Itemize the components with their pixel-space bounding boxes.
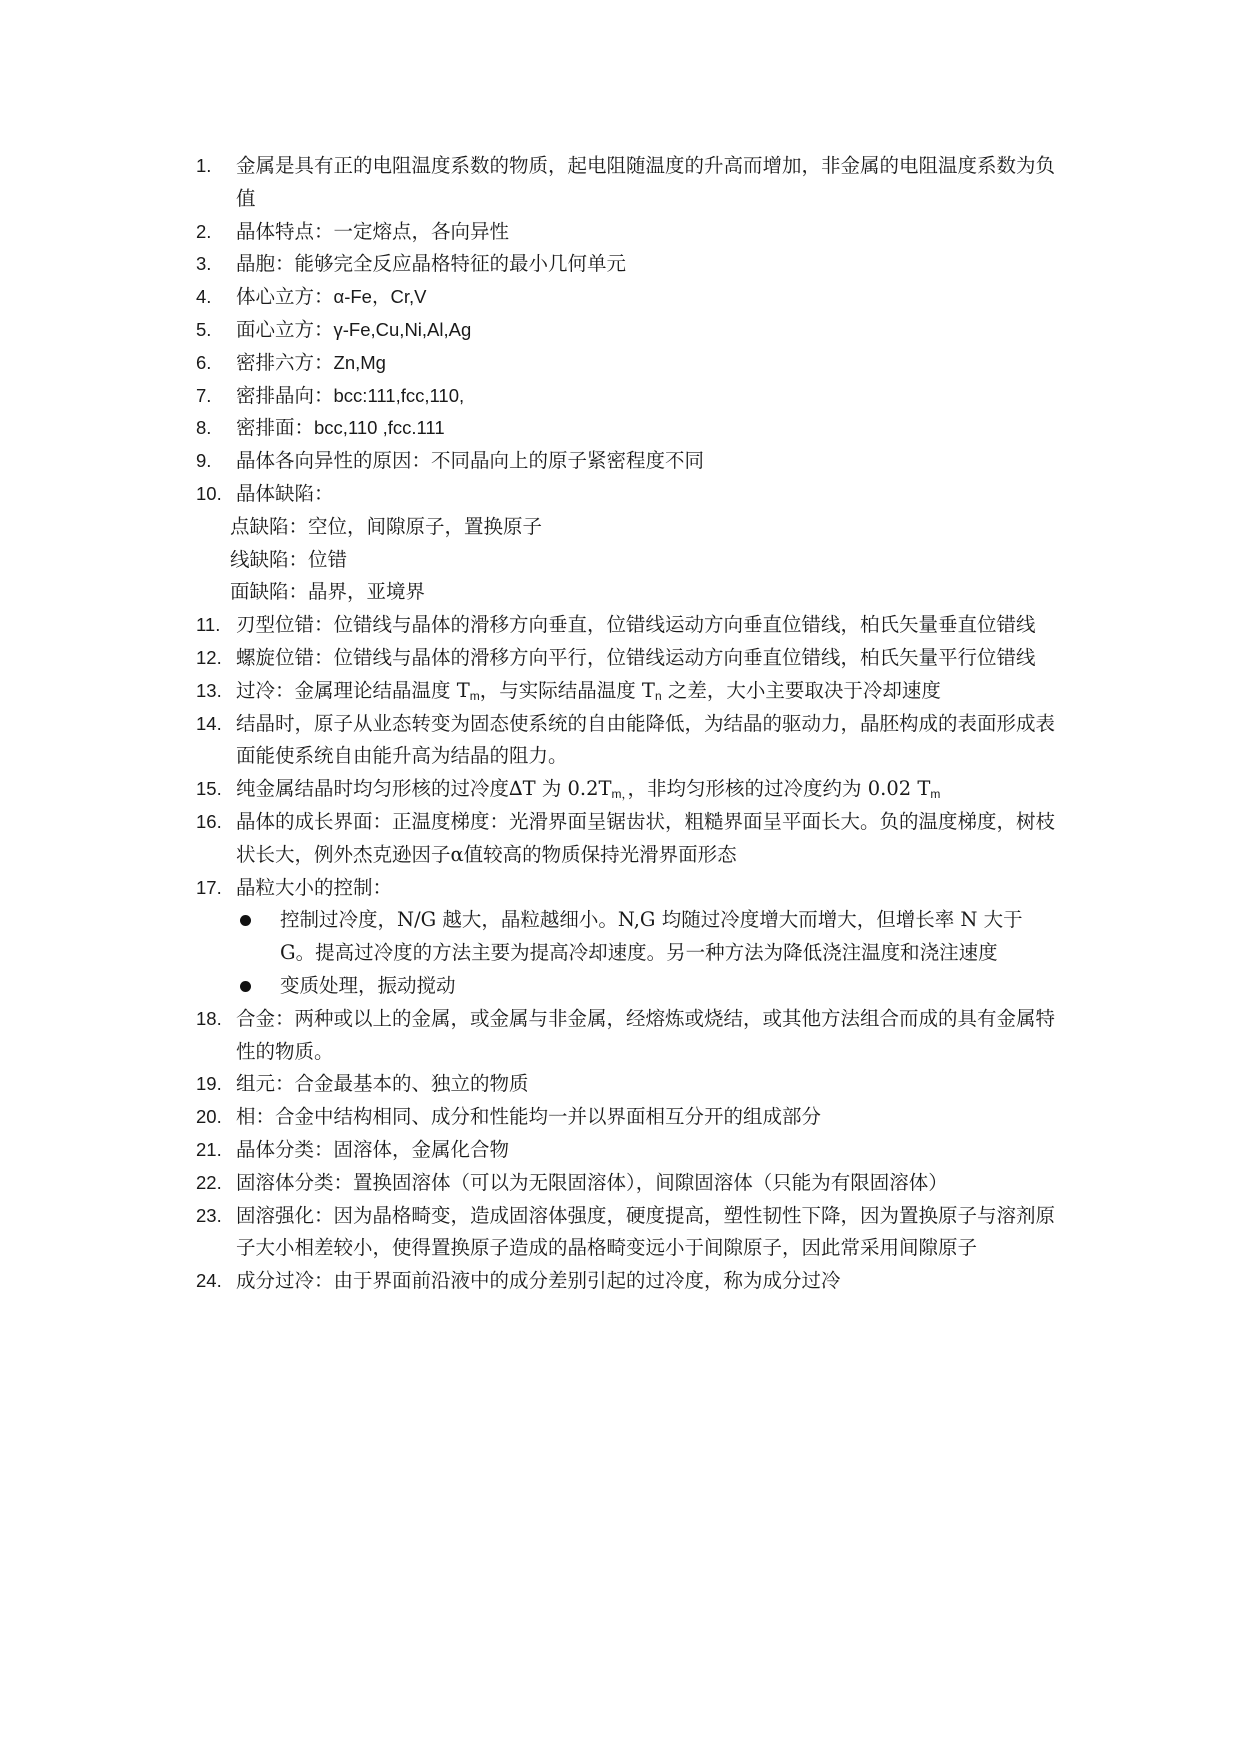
item-number: 14.: [196, 712, 222, 734]
item-text-latin: γ-Fe,Cu,Ni,Al,Ag: [333, 318, 472, 340]
list-item: [196, 1003, 1056, 1069]
list-item: [196, 609, 1056, 642]
bullet-dot-icon: [240, 981, 251, 992]
item-number: 9.: [196, 450, 212, 472]
item-text: 合金：两种或以上的金属，或金属与非金属，经熔炼或烧结，或其他方法组合而成的具有金属特性的物质。: [236, 1006, 1056, 1063]
list-item: [196, 806, 1056, 872]
list-item: [196, 872, 1056, 905]
list-item: [196, 150, 1056, 216]
sub-line: 面缺陷：晶界，亚境界: [230, 580, 426, 604]
item-text-latin: α-Fe，Cr,V: [333, 286, 427, 308]
item-number: 5.: [196, 318, 212, 340]
item-text: 螺旋位错：位错线与晶体的滑移方向平行，位错线运动方向垂直位错线，柏氏矢量平行位错线: [236, 645, 1036, 669]
item-number: 16.: [196, 810, 222, 832]
item-number: 24.: [196, 1270, 222, 1292]
list-item: [196, 347, 1056, 380]
item-text: 晶体分类：固溶体，金属化合物: [236, 1137, 510, 1161]
subscript: m: [930, 787, 941, 802]
item-text: ，非均匀形核的过冷度约为 0.02 T: [627, 777, 931, 801]
item-text-latin: Zn,Mg: [333, 351, 386, 373]
list-item: [196, 380, 1056, 413]
item-text: 过冷：金属理论结晶温度 T: [236, 678, 470, 702]
item-number: 12.: [196, 646, 222, 668]
item-text: 之差，大小主要取决于冷却速度: [661, 678, 941, 702]
item-number: 13.: [196, 679, 222, 701]
item-number: 18.: [196, 1007, 222, 1029]
item-text: 刃型位错：位错线与晶体的滑移方向垂直，位错线运动方向垂直位错线，柏氏矢量垂直位错线: [236, 613, 1036, 637]
subscript: m，: [611, 787, 628, 802]
list-item: [196, 412, 1056, 445]
list-item: [196, 1200, 1056, 1266]
item-number: 23.: [196, 1204, 222, 1226]
item-text: 面心立方：: [236, 317, 334, 341]
list-item: [196, 675, 1056, 708]
item-text: 组元：合金最基本的、独立的物质: [236, 1072, 529, 1096]
item-text: 金属是具有正的电阻温度系数的物质，起电阻随温度的升高而增加，非金属的电阻温度系数为负值: [236, 154, 1056, 210]
item-text: 体心立方：: [236, 285, 334, 309]
item-text-latin: bcc:111,fcc,110,: [333, 384, 465, 406]
item-number: 21.: [196, 1138, 222, 1160]
item-number: 7.: [196, 384, 212, 406]
item-text: 晶粒大小的控制：: [236, 875, 393, 899]
list-item: [196, 281, 1056, 314]
item-text-latin: bcc,110 ,fcc.111: [314, 417, 445, 439]
item-number: 15.: [196, 778, 222, 800]
item-text: ，与实际结晶温度 T: [479, 678, 655, 702]
list-item: [196, 445, 1056, 478]
item-text: 晶体缺陷：: [236, 481, 334, 505]
item-text: 结晶时，原子从业态转变为固态使系统的自由能降低，为结晶的驱动力，晶胚构成的表面形成表面能使系统自由能升高为结晶的阻力。: [236, 711, 1056, 768]
bullet-item: [196, 904, 1056, 970]
list-item: [196, 1265, 1056, 1298]
bullet-text: 控制过冷度，N/G 越大，晶粒越细小。N,G 均随过冷度增大而增大，但增长率 N 大于 G。提高过冷度的方法主要为提高冷却速度。另一种方法为降低浇注温度和浇注速度: [280, 908, 1023, 965]
item-number: 10.: [196, 482, 222, 504]
list-item: [196, 478, 1056, 511]
numbered-list: [196, 150, 1056, 1298]
item-text: 晶体的成长界面：正温度梯度：光滑界面呈锯齿状，粗糙界面呈平面长大。负的温度梯度，树枝状长大，例外杰克逊因子α值较高的物质保持光滑界面形态: [236, 809, 1056, 866]
item-number: 8.: [196, 417, 212, 439]
item-number: 3.: [196, 253, 212, 275]
item-text: 相：合金中结构相同、成分和性能均一并以界面相互分开的组成部分: [236, 1105, 822, 1129]
item-number: 2.: [196, 220, 212, 242]
subscript: n: [654, 688, 662, 703]
list-item: [196, 708, 1056, 774]
list-item: [196, 1167, 1056, 1200]
item-number: 4.: [196, 286, 212, 308]
item-number: 6.: [196, 351, 212, 373]
bullet-text: 变质处理，振动搅动: [280, 973, 456, 997]
list-item: [196, 642, 1056, 675]
bullet-dot-icon: [240, 915, 251, 926]
item-text: 密排面：: [236, 416, 315, 440]
item-text: 固溶强化：因为晶格畸变，造成固溶体强度，硬度提高，塑性韧性下降，因为置换原子与溶剂原子大小相差较小，使得置换原子造成的晶格畸变远小于间隙原子，因此常采用间隙原子: [236, 1203, 1056, 1260]
item-text: 成分过冷：由于界面前沿液中的成分差别引起的过冷度，称为成分过冷: [236, 1269, 841, 1293]
item-text: 晶体各向异性的原因：不同晶向上的原子紧密程度不同: [236, 449, 705, 473]
item-text: 晶胞：能够完全反应晶格特征的最小几何单元: [236, 252, 627, 276]
item-text: 密排晶向：: [236, 383, 334, 407]
item-text: 晶体特点：一定熔点，各向异性: [236, 219, 510, 243]
subscript: m: [469, 688, 480, 703]
item-text: 固溶体分类：置换固溶体（可以为无限固溶体），间隙固溶体（只能为有限固溶体）: [236, 1170, 948, 1194]
list-item: [196, 1068, 1056, 1101]
list-item: [196, 314, 1056, 347]
list-item: [196, 1101, 1056, 1134]
item-number: 22.: [196, 1171, 222, 1193]
item-number: 17.: [196, 876, 222, 898]
list-item: [196, 1134, 1056, 1167]
item-number: 19.: [196, 1073, 222, 1095]
item-number: 20.: [196, 1106, 222, 1128]
list-item: [196, 773, 1056, 806]
item-text: 密排六方：: [236, 350, 334, 374]
bullet-item: [196, 970, 1056, 1003]
sub-line: 线缺陷：位错: [230, 547, 348, 571]
item-number: 11.: [196, 614, 221, 636]
item-text: 纯金属结晶时均匀形核的过冷度∆T 为 0.2T: [236, 777, 612, 801]
sub-line: 点缺陷：空位，间隙原子，置换原子: [230, 514, 543, 538]
item-number: 1.: [196, 155, 212, 176]
list-item: [196, 216, 1056, 249]
list-item: [196, 248, 1056, 281]
